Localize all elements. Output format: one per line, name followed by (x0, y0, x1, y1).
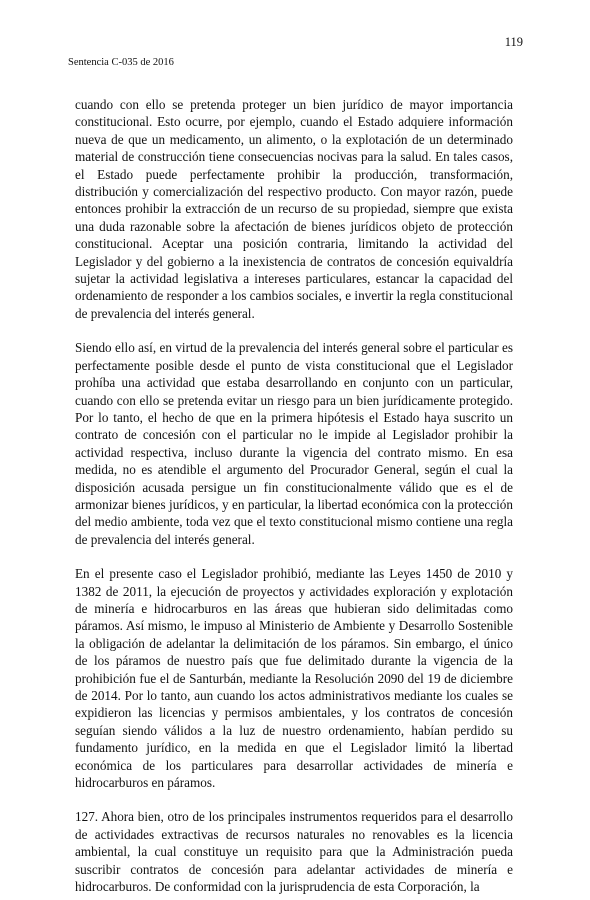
paragraph: 127. Ahora bien, otro de los principales instrumentos requeridos para el desarrollo de actividades extractivas de recursos naturales no renovables es la licencia ambiental, la cual constituye un requisito para que la Administración pueda suscribir contratos de concesión para adelantar actividades de minería e hidrocarburos. De conformidad con la jurisprudencia de esta Corporación, la (75, 809, 513, 895)
running-header: Sentencia C-035 de 2016 (68, 57, 174, 68)
paragraph: Siendo ello así, en virtud de la prevalencia del interés general sobre el particular es perfectamente posible desde el punto de vista constitucional que el Legislador prohíba una actividad que estaba desarrollando en conjunto con un particular, cuando con ello se pretenda evitar un riesgo para un bien jurídicamente protegido. Por lo tanto, el hecho de que en la primera hipótesis el Estado haya suscrito un contrato de concesión con el particular no le impide al Legislador prohibir la actividad respectiva, incluso durante la vigencia del contrato mismo. En esa medida, no es atendible el argumento del Procurador General, según el cual la disposición acusada persigue un fin constitucionalmente válido que es el de armonizar bienes jurídicos, y en particular, la libertad económica con la protección del medio ambiente, toda vez que el texto constitucional mismo contiene una regla de prevalencia del interés general. (75, 340, 513, 547)
page-number: 119 (504, 35, 523, 49)
paragraph: En el presente caso el Legislador prohibió, mediante las Leyes 1450 de 2010 y 1382 de 2011, la ejecución de proyectos y actividades exploración y explotación de minería e hidrocarburos en las áreas que hubieran sido delimitadas como páramos. Así mismo, le impuso al Ministerio de Ambiente y Desarrollo Sostenible la obligación de adelantar la delimitación de los páramos. Sin embargo, el único de los páramos de nuestro país que fue delimitado durante la vigencia de la prohibición fue el de Santurbán, mediante la Resolución 2090 del 19 de diciembre de 2014. Por lo tanto, aun cuando los actos administrativos mediante los cuales se expidieron las licencias y permisos ambientales, y los contratos de concesión seguían siendo válidos a la luz de nuestro ordenamiento, habían perdido su fundamento jurídico, en la medida en que el Legislador limitó la libertad económica de los particulares para desarrollar actividades de minería e hidrocarburos en páramos. (75, 566, 513, 791)
document-body (75, 96, 513, 895)
paragraph: cuando con ello se pretenda proteger un bien jurídico de mayor importancia constitucional. Esto ocurre, por ejemplo, cuando el Estado adquiere información nueva de que un medicamento, un alimento, o la explotación de un determinado material de construcción tiene consecuencias nocivas para la salud. En tales casos, el Estado puede perfectamente prohibir la producción, transformación, distribución y comercialización del respectivo producto. Con mayor razón, puede entonces prohibir la extracción de un recurso de su propiedad, siempre que exista una duda razonable sobre la afectación de bienes jurídicos objeto de protección constitucional. Aceptar una posición contraria, limitando la actividad del Legislador y del gobierno a la inexistencia de contratos de concesión equivaldría sujetar la actividad legislativa a intereses particulares, estancar la capacidad del ordenamiento de responder a los cambios sociales, e invertir la regla constitucional de prevalencia del interés general. (75, 97, 513, 321)
